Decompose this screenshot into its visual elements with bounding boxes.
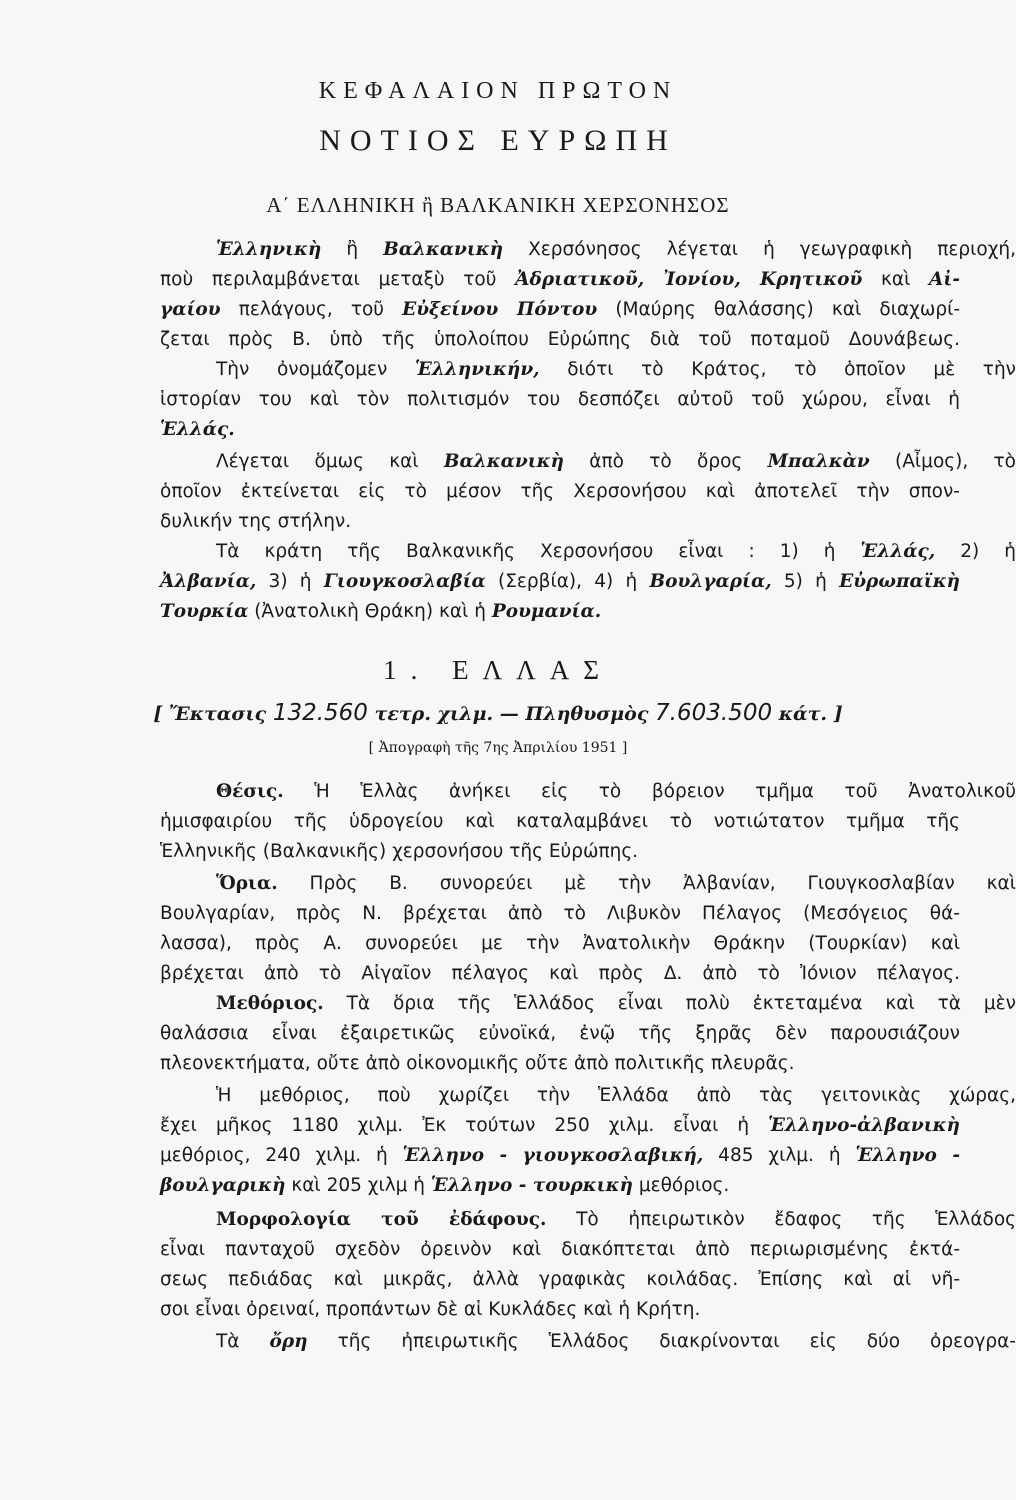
body-line-4: Ὅρια. Πρὸς Β. συνορεύει μὲ τὴν Ἀλβανίαν, Γιουγκοσλαβίαν καὶ (216, 873, 1016, 894)
census-note: [ Ἀπογραφὴ τῆς 7ης Ἀπριλίου 1951 ] (368, 740, 628, 756)
intro-line-7: Ἑλλάς. (160, 419, 235, 440)
country-heading: 1. ΕΛΛΑΣ (383, 655, 613, 685)
intro-line-13: Τουρκία (Ἀνατολικὴ Θράκη) καὶ ἡ Ρουμανία. (160, 601, 602, 622)
body-line-14: βουλγαρικὴ καὶ 205 χιλμ ἡ Ἑλληνο - τουρκικὴ μεθόριος. (160, 1175, 730, 1196)
body-line-15: Μορφολογία τοῦ ἐδάφους. Τὸ ἠπειρωτικὸν ἔδαφος τῆς Ἑλλάδος (216, 1209, 1016, 1230)
body-line-16: εἶναι πανταχοῦ σχεδὸν ὀρεινὸν καὶ διακόπτεται ἀπὸ περιωρισμένης ἐκτά- (160, 1239, 960, 1260)
intro-line-11: Τὰ κράτη τῆς Βαλκανικῆς Χερσονήσου εἶναι : 1) ἡ Ἑλλάς, 2) ἡ (216, 541, 1016, 562)
body-line-10: πλεονεκτήματα, οὔτε ἀπὸ οἰκονομικῆς οὔτε ἀπὸ πολιτικῆς πλευρᾶς. (160, 1053, 795, 1074)
region-title: ΝΟΤΙΟΣ ΕΥΡΩΠΗ (319, 124, 677, 157)
body-line-8: Μεθόριος. Τὰ ὅρια τῆς Ἑλλάδος εἶναι πολὺ ἐκτεταμένα καὶ τὰ μὲν (216, 993, 1016, 1014)
body-line-11: Ἡ μεθόριος, ποὺ χωρίζει τὴν Ἑλλάδα ἀπὸ τὰς γειτονικὰς χώρας, (216, 1085, 1016, 1106)
intro-line-5: Τὴν ὀνομάζομεν Ἑλληνικήν, διότι τὸ Κράτος, τὸ ὁποῖον μὲ τὴν (216, 359, 1016, 380)
intro-line-10: δυλικήν της στήλην. (160, 511, 352, 532)
body-line-9: θαλάσσια εἶναι ἐξαιρετικῶς εὐνοϊκά, ἐνῷ τῆς ξηρᾶς δὲν παρουσιάζουν (160, 1023, 960, 1044)
body-line-13: μεθόριος, 240 χιλμ. ἡ Ἑλληνο - γιουγκοσλαβική, 485 χιλμ. ἡ Ἑλληνο - (160, 1145, 960, 1166)
body-line-3: Ἑλληνικῆς (Βαλκανικῆς) χερσονήσου τῆς Εὐρώπης. (160, 841, 639, 862)
body-line-12: ἔχει μῆκος 1180 χιλμ. Ἐκ τούτων 250 χιλμ. εἶναι ἡ Ἑλληνο-ἀλβανικὴ (160, 1115, 960, 1136)
country-stats: [ Ἔκτασις 132.560 τετρ. χιλμ. — Πληθυσμὸς 7.603.500 κάτ. ] (153, 700, 843, 726)
intro-line-4: ζεται πρὸς Β. ὑπὸ τῆς ὑπολοίπου Εὐρώπης διὰ τοῦ ποταμοῦ Δουνάβεως. (160, 329, 960, 350)
body-line-7: βρέχεται ἀπὸ τὸ Αἰγαῖον πέλαγος καὶ πρὸς Δ. ἀπὸ τὸ Ἰόνιον πέλαγος. (160, 963, 960, 984)
body-line-5: Βουλγαρίαν, πρὸς Ν. βρέχεται ἀπὸ τὸ Λιβυκὸν Πέλαγος (Μεσόγειος θά- (160, 903, 960, 924)
chapter-title: ΚΕΦΑΛΑΙΟΝ ΠΡΩΤΟΝ (318, 78, 678, 104)
body-line-17: σεως πεδιάδας καὶ μικρᾶς, ἀλλὰ γραφικὰς κοιλάδας. Ἐπίσης καὶ αἱ νῆ- (160, 1269, 960, 1290)
intro-line-1: Ἑλληνικὴ ἢ Βαλκανικὴ Χερσόνησος λέγεται ἡ γεωγραφικὴ περιοχή, (216, 239, 1016, 260)
intro-line-6: ἱστορίαν του καὶ τὸν πολιτισμόν του δεσπόζει αὐτοῦ τοῦ χώρου, εἶναι ἡ (160, 389, 960, 410)
intro-line-2: ποὺ περιλαμβάνεται μεταξὺ τοῦ Ἀδριατικοῦ, Ἰονίου, Κρητικοῦ καὶ Αἰ- (160, 269, 960, 290)
body-line-18: σοι εἶναι ὀρειναί, προπάντων δὲ αἱ Κυκλάδες καὶ ἡ Κρήτη. (160, 1299, 701, 1320)
section-title: Α΄ ΕΛΛΗΝΙΚΗ ἢ ΒΑΛΚΑΝΙΚΗ ΧΕΡΣΟΝΗΣΟΣ (266, 193, 730, 217)
body-line-19: Τὰ ὄρη τῆς ἠπειρωτικῆς Ἑλλάδος διακρίνονται εἰς δύο ὀρεογρα- (216, 1331, 1016, 1352)
body-line-6: λασσα), πρὸς Α. συνορεύει με τὴν Ἀνατολικὴν Θράκην (Τουρκίαν) καὶ (160, 933, 960, 954)
intro-line-8: Λέγεται ὅμως καὶ Βαλκανικὴ ἀπὸ τὸ ὄρος Μπαλκὰν (Αἶμος), τὸ (216, 451, 1016, 472)
intro-line-12: Ἀλβανία, 3) ἡ Γιουγκοσλαβία (Σερβία), 4) ἡ Βουλγαρία, 5) ἡ Εὐρωπαϊκὴ (160, 571, 961, 592)
body-line-2: ἡμισφαιρίου τῆς ὑδρογείου καὶ καταλαμβάνει τὸ νοτιώτατον τμῆμα τῆς (160, 811, 960, 832)
body-line-1: Θέσις. Ἡ Ἑλλὰς ἀνήκει εἰς τὸ βόρειον τμῆμα τοῦ Ἀνατολικοῦ (216, 781, 1016, 802)
intro-line-3: γαίου πελάγους, τοῦ Εὐξείνου Πόντου (Μαύρης θαλάσσης) καὶ διαχωρί- (160, 299, 961, 320)
intro-line-9: ὁποῖον ἐκτείνεται εἰς τὸ μέσον τῆς Χερσονήσου καὶ ἀποτελεῖ τὴν σπον- (160, 481, 960, 502)
